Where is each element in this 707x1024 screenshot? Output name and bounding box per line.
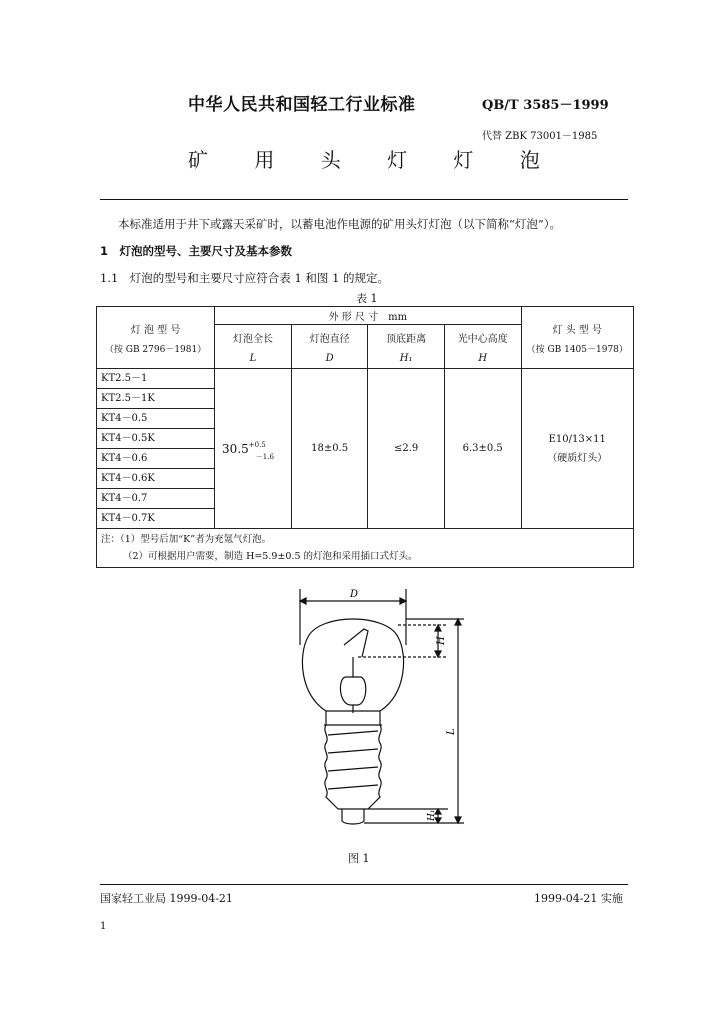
document-title: 矿 用 头 灯 灯 泡: [188, 148, 560, 172]
header-rule: [100, 199, 628, 200]
list-item: KT4－0.5: [97, 409, 214, 429]
footer-rule: [100, 884, 628, 885]
list-item: KT4－0.7: [97, 489, 214, 509]
header-dimensions: 外 形 尺 寸 mm: [215, 307, 521, 325]
section-1-1-text: 1.1 灯泡的型号和主要尺寸应符合表 1 和图 1 的规定。: [100, 271, 390, 285]
dim-label-L: L: [446, 728, 457, 735]
list-item: KT2.5－1K: [97, 389, 214, 409]
header-top-distance: 顶底距离 H₁: [368, 325, 444, 369]
list-item: KT4－0.7K: [101, 513, 155, 524]
header-model: 灯 泡 型 号 （按 GB 2796－1981）: [97, 307, 215, 369]
figure-caption: 图 1: [348, 852, 370, 865]
light-center-value: 6.3±0.5: [444, 369, 521, 529]
header-length: 灯泡全长 L: [215, 325, 292, 369]
replaces-standard: 代替 ZBK 73001－1985: [482, 131, 598, 142]
page-number: 1: [100, 921, 107, 932]
list-item: KT4－0.6K: [97, 469, 214, 489]
base-value: E10/13×11 （硬质灯头）: [521, 369, 634, 529]
header-light-center: 光中心高度 H: [444, 325, 521, 369]
dim-label-D: D: [350, 589, 359, 600]
note-2: （2）可根据用户需要，制造 H=5.9±0.5 的灯泡和采用插口式灯头。: [123, 551, 418, 562]
list-item: KT2.5－1: [97, 369, 214, 389]
dim-label-H1: H₁: [427, 809, 437, 821]
top-distance-value: ≤2.9: [368, 369, 444, 529]
bulb-spec-table: [96, 306, 634, 568]
model-list: [97, 369, 215, 529]
dim-label-H: H: [436, 636, 447, 645]
standard-code: QB/T 3585－1999: [482, 98, 609, 113]
implementation-date: 1999-04-21 实施: [534, 892, 623, 905]
list-item: KT4－0.6: [97, 449, 214, 469]
length-value: $30.5^{+0.5}_{-1.6}$: [215, 369, 292, 529]
intro-paragraph: 本标准适用于井下或露天采矿时，以蓄电池作电源的矿用头灯灯泡（以下简称“灯泡”）。: [118, 217, 562, 231]
table-notes: [97, 529, 634, 568]
issuing-org: 中华人民共和国轻工行业标准: [188, 95, 416, 115]
header-diameter: 灯泡直径 D: [291, 325, 368, 369]
bulb-dimension-drawing: [298, 585, 468, 843]
issue-date: 国家轻工业局 1999-04-21: [100, 892, 233, 905]
section-1-heading: 1 灯泡的型号、主要尺寸及基本参数: [100, 244, 292, 258]
table-caption: 表 1: [356, 292, 378, 305]
diameter-value: 18±0.5: [291, 369, 368, 529]
header-base: 灯 头 型 号 （按 GB 1405－1978）: [521, 307, 634, 369]
list-item: KT4－0.5K: [97, 429, 214, 449]
note-1: 注：（1）型号后加“K”者为充氪气灯泡。: [101, 534, 272, 545]
